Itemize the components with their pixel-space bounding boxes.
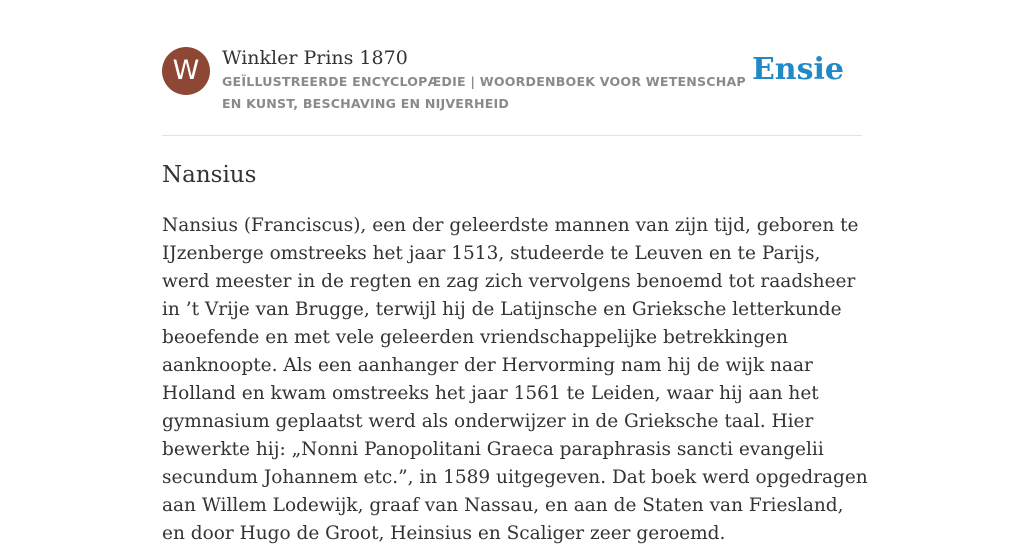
entry-body: Nansius (Franciscus), een der geleerdste mannen van zijn tijd, geboren te IJzenberge omstreeks het jaar 1513, studeerde te Leuven en te Parijs, werd meester in de regten en zag zich vervolgens benoemd tot raadsheer in ’t Vrije van Brugge, terwijl hij de Latijnsche en Grieksche letterkunde beoefende en met vele geleerden vriendschappelijke betrekkingen aanknoopte. Als een aanhanger der Hervorming nam hij de wijk naar Holland en kwam omstreeks het jaar 1561 te Leiden, waar hij aan het gymnasium geplaatst werd als onderwijzer in de Grieksche taal. Hier bewerkte hij: „Nonni Panopolitani Graeca paraphrasis sancti evangelii secundum Johannem etc.”, in 1589 uitgegeven. Dat boek werd opgedragen aan Willem Lodewijk, graaf van Nassau, en aan de Staten van Friesland, en door Hugo de Groot, Heinsius en Scaliger zeer geroemd. (162, 215, 868, 544)
ensie-logo-link[interactable]: Ensie (751, 52, 844, 87)
entry-title: Nansius (162, 162, 257, 188)
source-subtitle: GEÏLLUSTREERDE ENCYCLOPÆDIE | WOORDENBOEK VOOR WETENSCHAP EN KUNST, BESCHAVING EN NIJVERHEID (222, 74, 746, 111)
header-divider (162, 135, 862, 136)
page-container (162, 0, 868, 544)
source-title[interactable]: Winkler Prins 1870 (222, 47, 408, 69)
source-avatar[interactable]: W (162, 47, 210, 95)
source-header (162, 46, 862, 116)
